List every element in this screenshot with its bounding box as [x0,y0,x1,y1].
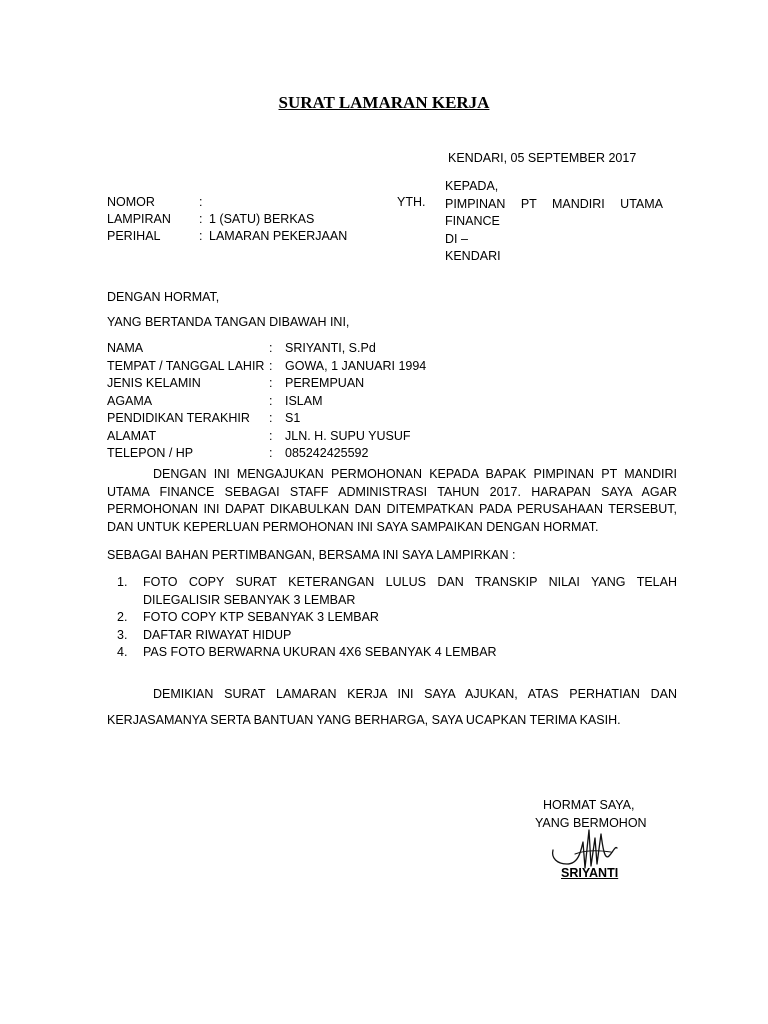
data-label: TELEPON / HP [107,446,194,460]
place-date: KENDARI, 05 SEPTEMBER 2017 [448,151,637,165]
data-row-religion [107,393,426,411]
list-item [107,627,677,645]
data-label: NAMA [107,341,144,355]
recipient-line: PIMPINAN PT MANDIRI UTAMA [445,196,663,211]
data-value: 085242425592 [285,446,369,460]
body-paragraph: DENGAN INI MENGAJUKAN PERMOHONAN KEPADA BAPAK PIMPINAN PT MANDIRI UTAMA FINANCE SEBAGAI STAFF ADMINISTRASI TAHUN 2017. HARAPAN SAYA AGAR PERMOHONAN INI DAPAT DIKABULKAN DAN DITEMPATKAN PADA PERUSAHAAN TERSEBUT, DAN UNTUK KEPERLUAN PERMOHONAN INI SAYA SAMPAIKAN DENGAN HORMAT. [107,467,677,534]
intro-line: YANG BERTANDA TANGAN DIBAWAH INI, [107,315,350,329]
list-number: 4. [117,645,128,659]
recipient-line: FINANCE [445,214,500,228]
data-value: ISLAM [285,393,323,408]
data-colon: : [269,446,273,460]
meta-colon: : [199,229,203,243]
list-item [107,644,677,662]
signoff-greeting: HORMAT SAYA, [543,798,635,812]
attachments-intro: SEBAGAI BAHAN PERTIMBANGAN, BERSAMA INI SAYA LAMPIRKAN : [107,548,516,562]
list-number: 1. [117,575,128,589]
data-colon: : [269,411,273,425]
data-colon: : [269,376,273,390]
meta-colon: : [199,212,203,226]
data-colon: : [269,341,273,355]
letter-title: SURAT LAMARAN KERJA [278,93,490,112]
list-text: PAS FOTO BERWARNA UKURAN 4X6 SEBANYAK 4 LEMBAR [143,645,497,659]
closing-line-1: DEMIKIAN SURAT LAMARAN KERJA INI SAYA AJUKAN, ATAS PERHATIAN DAN [153,687,677,701]
recipient-block [445,178,663,266]
data-label: AGAMA [107,393,153,408]
data-row-nama [107,340,426,358]
data-value: GOWA, 1 JANUARI 1994 [285,358,427,373]
data-row-ttl [107,358,426,376]
greeting: DENGAN HORMAT, [107,290,220,304]
meta-label: PERIHAL [107,229,161,243]
meta-colon: : [199,195,203,209]
data-row-gender [107,375,426,393]
data-colon: : [269,393,273,408]
data-label: TEMPAT / TANGGAL LAHIR [107,358,265,373]
recipient-line: KEPADA, [445,179,499,193]
list-text: FOTO COPY KTP SEBANYAK 3 LEMBAR [143,610,379,624]
data-colon: : [269,428,273,443]
signoff-role: YANG BERMOHON [535,816,647,830]
list-number: 2. [117,610,128,624]
meta-row-perihal [107,229,347,243]
list-text: DAFTAR RIWAYAT HIDUP [143,627,292,642]
list-item [107,574,677,609]
data-label: PENDIDIKAN TERAKHIR [107,411,250,425]
applicant-data [107,340,426,463]
list-text: FOTO COPY SURAT KETERANGAN LULUS DAN TRANSKIP NILAI YANG TELAH DILEGALISIR SEBANYAK 3 LEMBAR [143,575,677,607]
list-number: 3. [117,627,128,642]
meta-label: LAMPIRAN [107,212,171,226]
data-value: SRIYANTI, S.Pd [285,341,376,355]
data-value: JLN. H. SUPU YUSUF [285,428,411,443]
data-label: JENIS KELAMIN [107,376,201,390]
data-value: PEREMPUAN [285,376,365,390]
meta-value: LAMARAN PEKERJAAN [209,229,348,243]
meta-row-nomor [107,195,209,209]
meta-value: 1 (SATU) BERKAS [209,212,315,226]
data-colon: : [269,358,273,373]
closing-line-2: KERJASAMANYA SERTA BANTUAN YANG BERHARGA, SAYA UCAPKAN TERIMA KASIH. [107,713,621,727]
data-value: S1 [285,411,301,425]
meta-row-lampiran [107,212,314,226]
meta-label: NOMOR [107,195,155,209]
recipient-line: DI – [445,231,468,246]
data-label: ALAMAT [107,428,157,443]
data-row-address [107,428,426,446]
data-row-education [107,410,426,428]
recipient-line: KENDARI [445,249,501,263]
data-row-phone [107,445,426,463]
signer-name: SRIYANTI [561,866,619,880]
recipient-prefix: YTH. [397,195,426,209]
list-item [107,609,677,627]
attachments-list [107,574,677,662]
